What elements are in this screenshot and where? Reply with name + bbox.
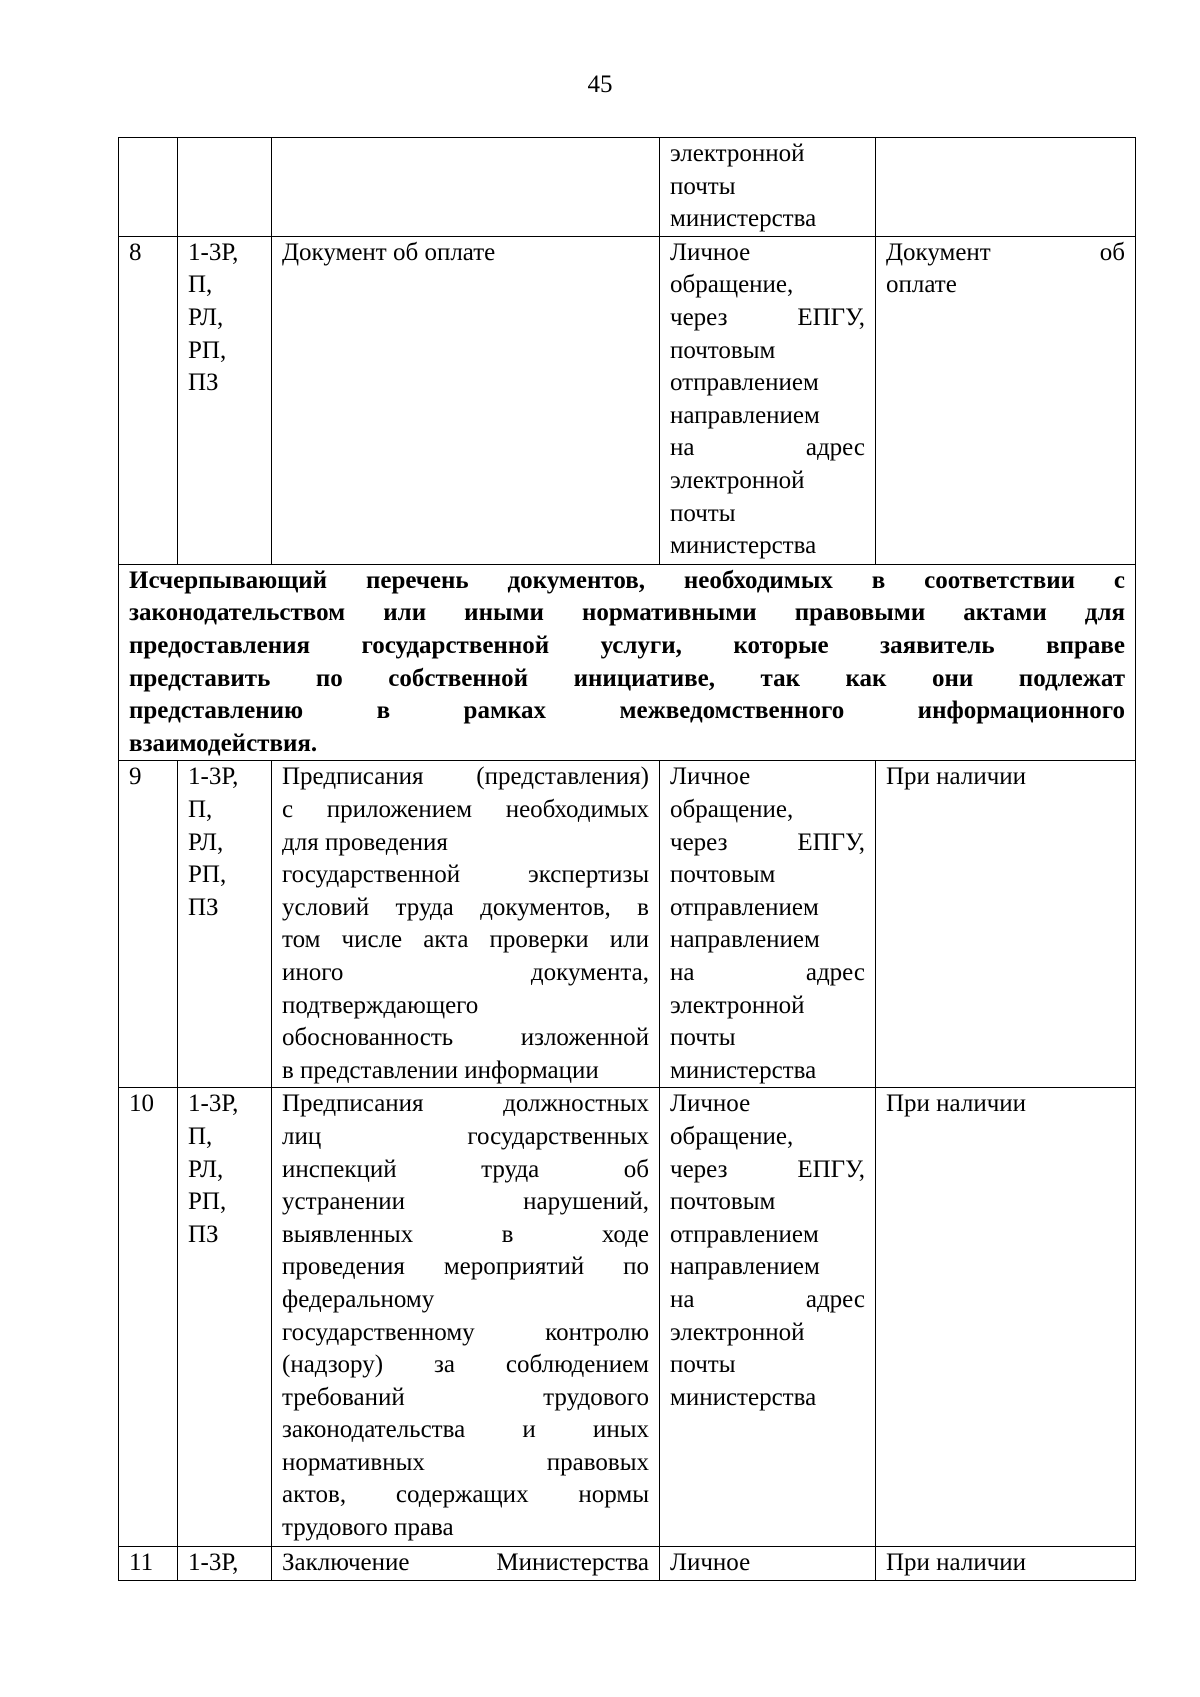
document-line: выявленных в ходе	[282, 1220, 649, 1248]
heading-line: представлению в рамках межведомственного информационного	[129, 697, 1125, 725]
code-line: П,	[188, 795, 213, 823]
cell-codes	[178, 1088, 272, 1547]
cell-note	[876, 761, 1136, 1088]
method-line: отправлением	[670, 369, 819, 397]
cell-num: 9	[119, 761, 178, 1088]
method-line: Личное	[670, 1549, 751, 1577]
document-line: Предписания (представления)	[282, 763, 649, 791]
method-line: на адрес	[670, 958, 865, 986]
document-line: требований трудового	[282, 1383, 649, 1411]
document-line: для проведения	[282, 828, 448, 856]
cell-method	[660, 1088, 876, 1547]
cell-note	[876, 236, 1136, 564]
section-heading-row	[119, 564, 1136, 761]
note-line: Документ об	[886, 238, 1125, 266]
method-line: электронной	[670, 1318, 805, 1346]
cell-codes	[178, 761, 272, 1088]
method-line: почтовым	[670, 1188, 776, 1216]
document-line: проведения мероприятий по	[282, 1253, 649, 1281]
code-line: 1-3Р,	[188, 238, 239, 266]
table-row-continuation	[119, 138, 1136, 237]
code-line: РЛ,	[188, 303, 224, 331]
method-line: направлением	[670, 401, 820, 429]
document-line: государственному контролю	[282, 1318, 649, 1346]
method-line: на адрес	[670, 1285, 865, 1313]
document-line: иного документа,	[282, 958, 649, 986]
table-row-10	[119, 1088, 1136, 1547]
cell-method	[660, 236, 876, 564]
method-line: Личное	[670, 763, 751, 791]
document-line: федеральному	[282, 1285, 435, 1313]
method-line: обращение,	[670, 1122, 794, 1150]
document-line: актов, содержащих нормы	[282, 1481, 649, 1509]
document-line: условий труда документов, в	[282, 893, 649, 921]
method-line: министерства	[670, 205, 817, 233]
cell-document	[272, 1088, 660, 1547]
document-line: в представлении информации	[282, 1056, 599, 1084]
document-line: трудового права	[282, 1514, 454, 1542]
code-line: 1-3Р,	[188, 763, 239, 791]
method-line: почты	[670, 172, 736, 200]
cell-document	[272, 236, 660, 564]
heading-line: законодательством или иными нормативными правовыми актами для	[129, 599, 1125, 627]
method-line: через ЕПГУ,	[670, 303, 865, 331]
document-line: государственной экспертизы	[282, 861, 649, 889]
method-line: министерства	[670, 1056, 817, 1084]
code-line: РП,	[188, 336, 227, 364]
cell-method	[660, 761, 876, 1088]
cell-num: 10	[119, 1088, 178, 1547]
note-text: При наличии	[886, 1090, 1027, 1118]
method-line: Личное	[670, 1090, 751, 1118]
method-line: почтовым	[670, 336, 776, 364]
page-number: 45	[587, 71, 613, 98]
method-line: на адрес	[670, 434, 865, 462]
method-line: почтовым	[670, 861, 776, 889]
document-line: (надзору) за соблюдением	[282, 1351, 649, 1379]
code-line: ПЗ	[188, 369, 219, 397]
method-line: почты	[670, 499, 736, 527]
heading-line: предоставления государственной услуги, которые заявитель вправе	[129, 631, 1125, 659]
method-line: почты	[670, 1024, 736, 1052]
heading-line: Исчерпывающий перечень документов, необходимых в соответствии с	[129, 566, 1125, 594]
cell-method	[660, 138, 876, 237]
code-line: ПЗ	[188, 893, 219, 921]
code-line: РП,	[188, 861, 227, 889]
cell-note	[876, 138, 1136, 237]
cell-note	[876, 1547, 1136, 1581]
note-text: При наличии	[886, 763, 1027, 791]
table-row-11	[119, 1547, 1136, 1581]
document-line: инспекций труда об	[282, 1155, 649, 1183]
heading-line: представить по собственной инициативе, так как они подлежат	[129, 664, 1125, 692]
document-line: том числе акта проверки или	[282, 926, 649, 954]
method-line: электронной	[670, 466, 805, 494]
cell-note	[876, 1088, 1136, 1547]
code-line: П,	[188, 1122, 213, 1150]
table-row-9	[119, 761, 1136, 1088]
method-line: министерства	[670, 532, 817, 560]
cell-num: 8	[119, 236, 178, 564]
document-line: обоснованность изложенной	[282, 1024, 649, 1052]
cell-method	[660, 1547, 876, 1581]
method-line: направлением	[670, 1253, 820, 1281]
document-line: лиц государственных	[282, 1122, 649, 1150]
document-line: Заключение Министерства	[282, 1549, 649, 1577]
method-line: обращение,	[670, 795, 794, 823]
heading-line: взаимодействия.	[129, 729, 318, 757]
code-line: П,	[188, 271, 213, 299]
table-row-8	[119, 236, 1136, 564]
cell-document	[272, 1547, 660, 1581]
method-line: электронной	[670, 140, 805, 167]
document-line: законодательства и иных	[282, 1416, 649, 1444]
cell-num: 11	[119, 1547, 178, 1581]
document-line: устранении нарушений,	[282, 1188, 649, 1216]
document-line: нормативных правовых	[282, 1448, 649, 1476]
method-line: через ЕПГУ,	[670, 1155, 865, 1183]
method-line: обращение,	[670, 271, 794, 299]
method-line: электронной	[670, 991, 805, 1019]
code-line: 1-3Р,	[188, 1090, 239, 1118]
note-text: При наличии	[886, 1549, 1027, 1577]
cell-codes	[178, 236, 272, 564]
code-line: 1-3Р,	[188, 1549, 239, 1577]
document-text: Документ об оплате	[282, 238, 496, 266]
document-line: подтверждающего	[282, 991, 479, 1019]
method-line: направлением	[670, 926, 820, 954]
section-heading	[119, 564, 1136, 761]
method-line: министерства	[670, 1383, 817, 1411]
method-line: отправлением	[670, 1220, 819, 1248]
method-line: через ЕПГУ,	[670, 828, 865, 856]
code-line: РП,	[188, 1188, 227, 1216]
document-line: с приложением необходимых	[282, 795, 649, 823]
method-line: Личное	[670, 238, 751, 266]
method-line: отправлением	[670, 893, 819, 921]
code-line: РЛ,	[188, 828, 224, 856]
code-line: ПЗ	[188, 1220, 219, 1248]
cell-num	[119, 138, 178, 237]
code-line: РЛ,	[188, 1155, 224, 1183]
cell-codes	[178, 138, 272, 237]
document-line: Предписания должностных	[282, 1090, 649, 1118]
cell-document	[272, 761, 660, 1088]
note-line: оплате	[886, 271, 957, 299]
cell-codes	[178, 1547, 272, 1581]
method-line: почты	[670, 1351, 736, 1379]
cell-document	[272, 138, 660, 237]
documents-table	[118, 137, 1136, 1581]
